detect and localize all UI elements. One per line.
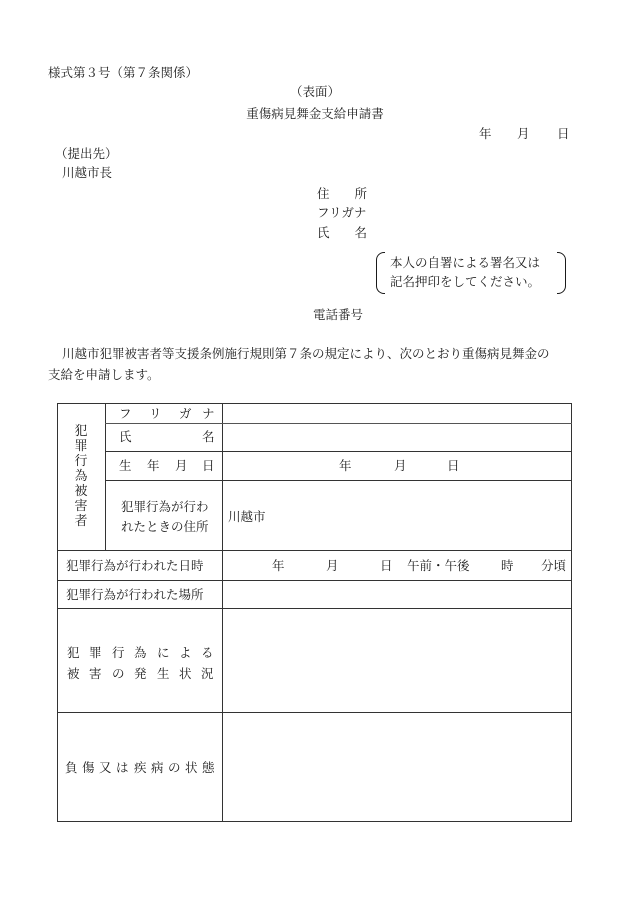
address-field[interactable] <box>222 481 572 550</box>
address-value: 川越市 <box>228 509 266 524</box>
table-place-label: 犯罪行為が行われた場所 <box>66 587 204 602</box>
date-day-label: 日 <box>557 126 570 141</box>
signature-note-line2: 記名押印をしてください。 <box>390 274 541 289</box>
dob-field[interactable] <box>222 452 572 480</box>
signature-note-line1: 本人の自署による署名又は <box>390 255 541 270</box>
side-label: （表面） <box>289 84 340 99</box>
injury-field[interactable] <box>222 713 572 821</box>
date-year-label: 年 <box>479 126 492 141</box>
addressee-label: （提出先） <box>55 146 118 161</box>
place-field[interactable] <box>222 581 572 608</box>
table-address-label-line1: 犯罪行為が行わ <box>121 499 209 514</box>
table-address-label-line2: れたときの住所 <box>121 519 209 534</box>
name-field[interactable] <box>222 424 572 451</box>
addressee-name: 川越市長 <box>62 165 113 180</box>
left-bracket <box>376 252 385 294</box>
dob-day: 日 <box>447 458 460 473</box>
datetime-year: 年 <box>272 558 285 573</box>
victim-group-label: 犯 罪 行 為 被 害 者 <box>74 424 88 529</box>
application-table: 犯 罪 行 為 被 害 者 フ リ ガ ナ 氏 名 生 年 月 日 年 月 日 犯罪行為が行わ れたときの住所 川越市 犯罪行為が行われた日時 年 月 日 午前・午後 時 分頃 犯罪行為が行われた場所 犯 罪 行 為 に よ る 被 害 の 発 生 状 況 負 傷 又 は 疾 病 の 状 態 <box>57 403 572 822</box>
datetime-field[interactable] <box>222 551 572 580</box>
datetime-minute: 分頃 <box>541 558 567 573</box>
page-title: 重傷病見舞金支給申請書 <box>246 106 384 121</box>
statement-line1: 川越市犯罪被害者等支援条例施行規則第７条の規定により、次のとおり重傷病見舞金の <box>62 346 550 361</box>
table-datetime-label: 犯罪行為が行われた日時 <box>66 558 204 573</box>
dob-month: 月 <box>394 458 407 473</box>
statement-line2: 支給を申請します。 <box>48 367 160 382</box>
form-number: 様式第３号（第７条関係） <box>48 65 199 80</box>
dob-year: 年 <box>339 458 352 473</box>
datetime-day: 日 <box>380 558 393 573</box>
date-month-label: 月 <box>517 126 530 141</box>
phone-label: 電話番号 <box>313 307 364 322</box>
datetime-month: 月 <box>326 558 339 573</box>
furigana-field[interactable] <box>222 403 572 423</box>
name-label: 氏 名 <box>317 225 368 240</box>
furigana-label: フリガナ <box>317 205 367 220</box>
datetime-hour: 時 <box>501 558 514 573</box>
damage-field[interactable] <box>222 609 572 712</box>
address-label: 住 所 <box>317 186 368 201</box>
signature-note <box>376 252 566 292</box>
right-bracket <box>557 252 566 294</box>
datetime-ampm: 午前・午後 <box>407 558 470 573</box>
